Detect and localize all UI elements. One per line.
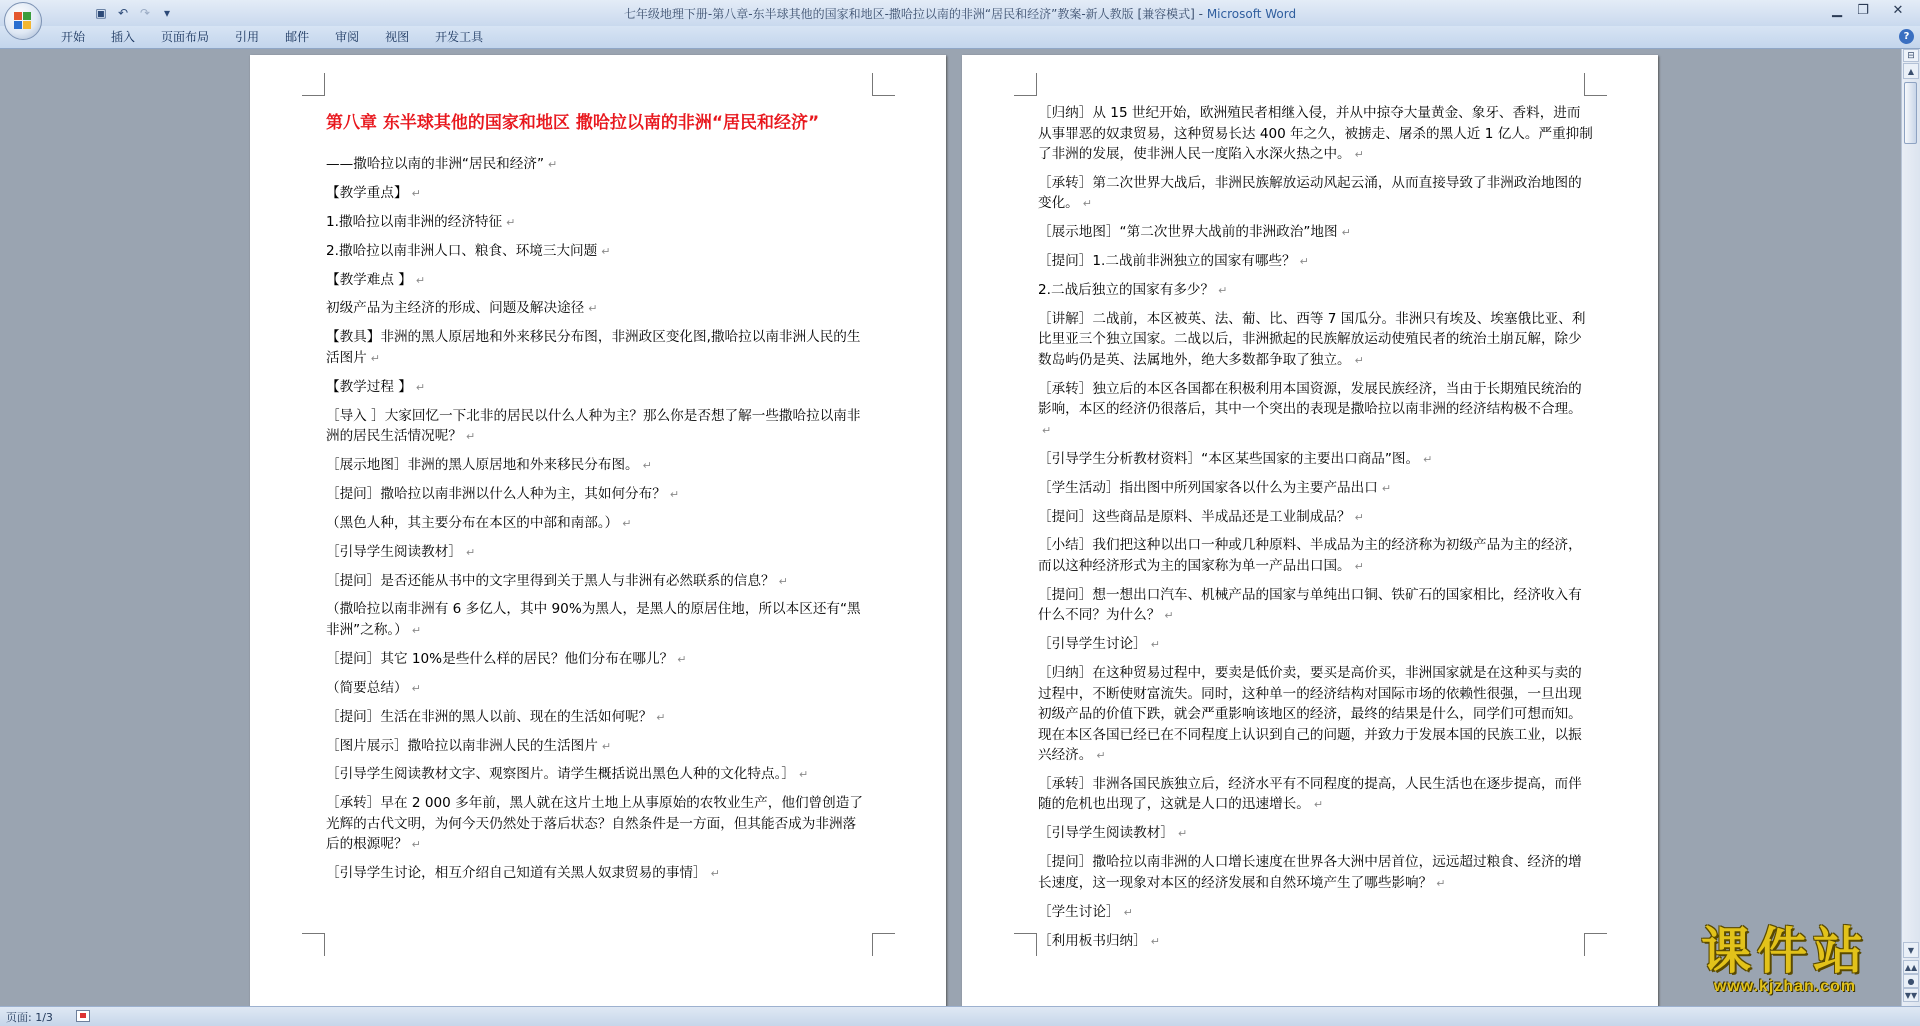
ribbon-tab[interactable]: 开始 [61,30,86,44]
paragraph-mark-icon: ↵ [1354,148,1364,161]
paragraph-mark-icon: ↵ [1436,876,1446,890]
paragraph-mark-icon: ↵ [411,838,421,852]
paragraph-text: ［展示地图］非洲的黑人原居地和外来移民分布图。 [326,457,639,474]
paragraph-mark-icon: ↵ [601,244,611,258]
window-title [0,5,1920,22]
ribbon-tab-bar [0,26,1920,49]
paragraph-mark-icon: ↵ [642,459,652,473]
help-icon[interactable]: ? [1899,29,1914,44]
crop-mark [872,933,895,956]
paragraph-mark-icon: ↵ [1218,284,1228,298]
paragraph-text: ［学生活动］指出图中所列国家各以什么为主要产品出口 [1038,479,1378,496]
paragraph-text: ［展示地图］“第二次世界大战前的非洲政治”地图 [1038,224,1338,241]
paragraph-mark-icon: ↵ [548,158,558,171]
paragraph-text: （黑色人种，其主要分布在本区的中部和南部。） [326,514,619,531]
paragraph [326,154,866,176]
paragraph-mark-icon: ↵ [370,351,380,365]
paragraph [326,678,866,700]
paragraph-text: ［提问］1.二战前非洲独立的国家有哪些？ [1038,253,1296,270]
paragraph-text: 2.二战后独立的国家有多少？ [1038,282,1215,299]
paragraph-text: （撒哈拉以南非洲有 6 多亿人，其中 90%为黑人，是黑人的原居住地，所以本区还有“黑非洲”之称。） [326,601,861,638]
watermark-url: www.kjzhan.com [1713,978,1857,995]
paragraph-text: ［提问］其它 10%是些什么样的居民？他们分布在哪儿？ [326,650,674,667]
paragraph-mark-icon: ↵ [656,710,666,724]
paragraph-mark-icon: ↵ [778,574,788,588]
ribbon-tab[interactable]: 视图 [385,30,410,44]
paragraph-mark-icon: ↵ [1354,353,1364,367]
paragraph-text: ［承转］独立后的本区各国都在积极利用本国资源，发展民族经济，当由于长期殖民统治的影响，本区的经济仍很落后，其中一个突出的表现是撒哈拉以南非洲的经济结构极不合理。 [1038,380,1582,418]
paragraph-text: ［提问］是否还能从书中的文字里得到关于黑人与非洲有必然联系的信息？ [326,572,775,589]
paragraph-mark-icon: ↵ [1082,197,1092,211]
paragraph-mark-icon: ↵ [1123,905,1133,919]
paragraph-mark-icon: ↵ [465,430,476,444]
paragraph [1038,774,1594,816]
status-bar [0,1006,1920,1026]
document-title: 七年级地理下册-第八章-东半球其他的国家和地区-撒哈拉以南的非洲“居民和经济”教案-新人教版 [兼容模式] [623,7,1195,21]
paragraph [1038,280,1594,302]
paragraph-text: 【教学过程 】 [326,378,412,395]
paragraph [1038,309,1594,372]
paragraph-text: ［图片展示］撒哈拉以南非洲人民的生活图片 [326,737,598,754]
paragraph-text: 1.撒哈拉以南非洲的经济特征 [326,213,503,230]
paragraph-text: ［引导学生阅读教材文字、观察图片。请学生概括说出黑色人种的文化特点。］ [326,766,795,783]
crop-mark [1584,73,1607,96]
crop-mark [872,73,895,96]
paragraph-text: ［利用板书归纳］ [1038,932,1147,949]
paragraph [326,599,866,641]
paragraph [326,377,866,399]
paragraph [326,764,866,786]
paragraph [1038,585,1594,627]
paragraph-text: ［承转］第二次世界大战后，非洲民族解放运动风起云涌，从而直接导致了非洲政治地图的变化。 [1038,174,1582,212]
paragraph-mark-icon: ↵ [411,681,421,695]
paragraph-mark-icon: ↵ [1299,255,1309,269]
paragraph [326,736,866,758]
app-name: Microsoft Word [1206,7,1297,21]
paragraph-mark-icon: ↵ [1096,749,1106,763]
paragraph-mark-icon: ↵ [622,516,632,530]
paragraph [1038,449,1594,471]
paragraph-mark-icon: ↵ [1313,798,1324,812]
window-controls [1824,0,1920,22]
paragraph-mark-icon: ↵ [506,215,516,229]
paragraph-text: ——撒哈拉以南的非洲“居民和经济” [326,156,544,172]
paragraph-mark-icon: ↵ [588,302,598,316]
paragraph-mark-icon: ↵ [415,273,426,287]
paragraph-mark-icon: ↵ [1423,452,1433,466]
maximize-icon[interactable]: ❐ [1857,3,1869,18]
document-workspace [0,49,1902,1006]
document-page-2[interactable] [962,55,1658,1006]
title-separator: - [1194,7,1207,21]
paragraph-text: ［承转］早在 2 000 多年前，黑人就在这片土地上从事原始的农牧业生产，他们曾创造了光辉的古代文明，为何今天仍然处于落后状态？自然条件是一方面，但其能否成为非洲落后的根源呢？ [326,795,863,853]
paragraph [326,793,866,856]
paragraph-mark-icon: ↵ [411,186,421,200]
paragraph-text: ［归纳］从 15 世纪开始，欧洲殖民者相继入侵，并从中掠夺大量黄金、象牙、香料，进而从事罪恶的奴隶贸易，这种贸易长达 400 年之久，被掳走、屠杀的黑人近 1 亿人。严重抑制了非洲的发展，使非洲人民一度陷入水深火热之中。 [1038,105,1593,162]
paragraph [326,571,866,593]
paragraph [1038,663,1594,767]
paragraph-text: 【教具】非洲的黑人原居地和外来移民分布图，非洲政区变化图,撒哈拉以南非洲人民的生活图片 [326,329,861,366]
paragraph-mark-icon: ↵ [415,380,426,394]
scroll-up-arrow-icon[interactable]: ▲ [1903,63,1919,79]
paragraph [1038,507,1594,529]
paragraph [326,183,866,205]
close-icon[interactable]: ✕ [1892,3,1904,18]
page-2-paragraphs [1038,103,1594,952]
customize-qat-icon[interactable]: ▾ [163,6,171,20]
paragraph-text: ［提问］撒哈拉以南非洲以什么人种为主，其如何分布？ [326,485,666,502]
paragraph-mark-icon: ↵ [669,487,680,501]
paragraph [326,542,866,564]
page-2-content [1038,103,1594,959]
paragraph [326,298,866,320]
paragraph-text: ［提问］撒哈拉以南非洲的人口增长速度在世界各大洲中居首位，远远超过粮食、经济的增长速度，这一现象对本区的经济发展和自然环境产生了哪些影响？ [1038,854,1582,891]
paragraph-mark-icon: ↵ [677,652,687,666]
title-bar [0,0,1920,26]
paragraph [326,707,866,729]
proofing-errors-icon[interactable] [76,1010,90,1022]
paragraph-mark-icon: ↵ [1354,559,1364,573]
paragraph [326,327,866,369]
paragraph [1038,478,1594,500]
previous-page-icon[interactable]: ▲▲ [1903,960,1919,974]
paragraph [1038,902,1594,924]
office-logo-icon [14,12,32,30]
paragraph-mark-icon: ↵ [1177,827,1188,841]
paragraph-text: 2.撒哈拉以南非洲人口、粮食、环境三大问题 [326,242,598,259]
paragraph-text: ［学生讨论］ [1038,903,1120,920]
view-ruler-icon[interactable]: ⊟ [1903,49,1919,62]
watermark-title: 课件站 [1701,921,1869,980]
crop-mark [302,73,325,96]
paragraph [1038,823,1594,845]
paragraph-text: ［引导学生讨论］ [1038,636,1147,653]
paragraph [326,241,866,263]
ribbon-tab[interactable]: 插入 [111,30,136,44]
paragraph-text: ［导入 ］大家回忆一下北非的居民以什么人种为主？那么你是否想了解一些撒哈拉以南非洲的居民生活情况呢？ [326,407,861,445]
paragraph-text: 初级产品为主经济的形成、问题及解决途径 [326,300,585,317]
paragraph [1038,634,1594,656]
paragraph [326,270,866,292]
paragraph-mark-icon: ↵ [1164,609,1174,623]
paragraph-text: ［引导学生讨论，相互介绍自己知道有关黑人奴隶贸易的事情］ [326,865,707,882]
paragraph-text: ［小结］我们把这种以出口一种或几种原料、半成品为主的经济称为初级产品为主的经济，而以这种经济形式为主的国家称为单一产品出口国。 [1038,537,1582,574]
paragraph-text: ［引导学生阅读教材］ [326,543,462,560]
select-browse-object-icon[interactable]: ● [1903,974,1919,988]
ribbon-tab[interactable]: 页面布局 [161,30,210,44]
undo-icon[interactable]: ↶ [117,6,129,20]
paragraph-text: ［讲解］二战前，本区被英、法、葡、比、西等 7 国瓜分。非洲只有埃及、埃塞俄比亚、利比里亚三个独立国家。二战以后，非洲掀起的民族解放运动使殖民者的统治土崩瓦解，除少数岛屿仍是英、法属地外，绝大多数都争取了独立。 [1038,310,1586,368]
paragraph-text: ［提问］这些商品是原料、半成品还是工业制成品？ [1038,508,1351,525]
paragraph [1038,931,1594,953]
paragraph [1038,535,1594,577]
redo-icon[interactable]: ↷ [139,6,151,20]
scroll-thumb[interactable] [1904,82,1917,144]
paragraph-mark-icon: ↵ [411,623,422,637]
paragraph-mark-icon: ↵ [1354,510,1364,524]
paragraph-text: （简要总结） [326,679,408,696]
crop-mark [1014,73,1037,96]
ribbon-tab[interactable]: 引用 [235,30,260,44]
paragraph-mark-icon: ↵ [465,545,476,559]
paragraph-text: ［提问］想一想出口汽车、机械产品的国家与单纯出口铜、铁矿石的国家相比，经济收入有什么不同？为什么？ [1038,586,1582,624]
paragraph [1038,251,1594,273]
paragraph [1038,222,1594,244]
paragraph-mark-icon: ↵ [710,867,720,881]
minimize-icon[interactable]: ▁ [1832,3,1842,18]
paragraph-text: ［归纳］在这种贸易过程中，要卖是低价卖，要买是高价买，非洲国家就是在这种买与卖的过程中，不断使财富流失。同时，这种单一的经济结构对国际市场的依赖性很强，一旦出现初级产品的价值下跌，就会严重影响该地区的经济，最终的结果是什么，同学们可想而知。现在本区各国已经已在不同程度上认识到自己的问题，并致力于发展本国的民族工业，以振兴经济。 [1038,665,1582,764]
page-1-content [326,110,866,892]
office-button[interactable] [4,2,42,40]
ribbon-tab[interactable]: 审阅 [335,30,360,44]
next-page-icon[interactable]: ▼▼ [1903,988,1919,1002]
paragraph-mark-icon: ↵ [798,768,809,782]
paragraph-text: ［提问］生活在非洲的黑人以前、现在的生活如何呢？ [326,708,653,725]
paragraph [1038,103,1594,166]
scroll-down-arrow-icon[interactable]: ▼ [1903,942,1919,958]
paragraph-mark-icon: ↵ [1381,481,1392,495]
paragraph [326,863,866,885]
ribbon-tab[interactable]: 开发工具 [435,30,484,44]
page-count-status[interactable]: 页面: 1/3 [6,1011,53,1024]
paragraph [1038,173,1594,215]
paragraph-mark-icon: ↵ [1341,226,1351,240]
paragraph [326,455,866,477]
paragraph-text: 【教学难点 】 [326,271,412,288]
paragraph-mark-icon: ↵ [1042,423,1052,437]
paragraph-text: ［引导学生分析教材资料］“本区某些国家的主要出口商品”图。 [1038,450,1420,467]
document-heading: 第八章 东半球其他的国家和地区 撒哈拉以南的非洲“居民和经济” [326,113,820,133]
paragraph [1038,379,1594,442]
document-page-1[interactable] [250,55,946,1006]
paragraph-text: 【教学重点】 [326,184,408,201]
page-1-paragraphs [326,154,866,885]
crop-mark [1014,933,1037,956]
paragraph [326,406,866,448]
crop-mark [302,933,325,956]
site-watermark [1660,921,1910,996]
vertical-scrollbar[interactable] [1901,49,1920,1006]
ribbon-tab[interactable]: 邮件 [285,30,310,44]
ribbon-tabs [48,26,496,48]
paragraph [326,513,866,535]
paragraph-mark-icon: ↵ [601,739,612,753]
paragraph-text: ［引导学生阅读教材］ [1038,825,1174,842]
paragraph [326,484,866,506]
paragraph [326,649,866,671]
paragraph [326,212,866,234]
save-icon[interactable]: ▣ [95,6,107,20]
paragraph-text: ［承转］非洲各国民族独立后，经济水平有不同程度的提高，人民生活也在逐步提高，而伴随的危机也出现了，这就是人口的迅速增长。 [1038,775,1582,813]
paragraph-mark-icon: ↵ [1150,638,1160,652]
paragraph-mark-icon: ↵ [1150,934,1160,948]
paragraph [1038,852,1594,894]
